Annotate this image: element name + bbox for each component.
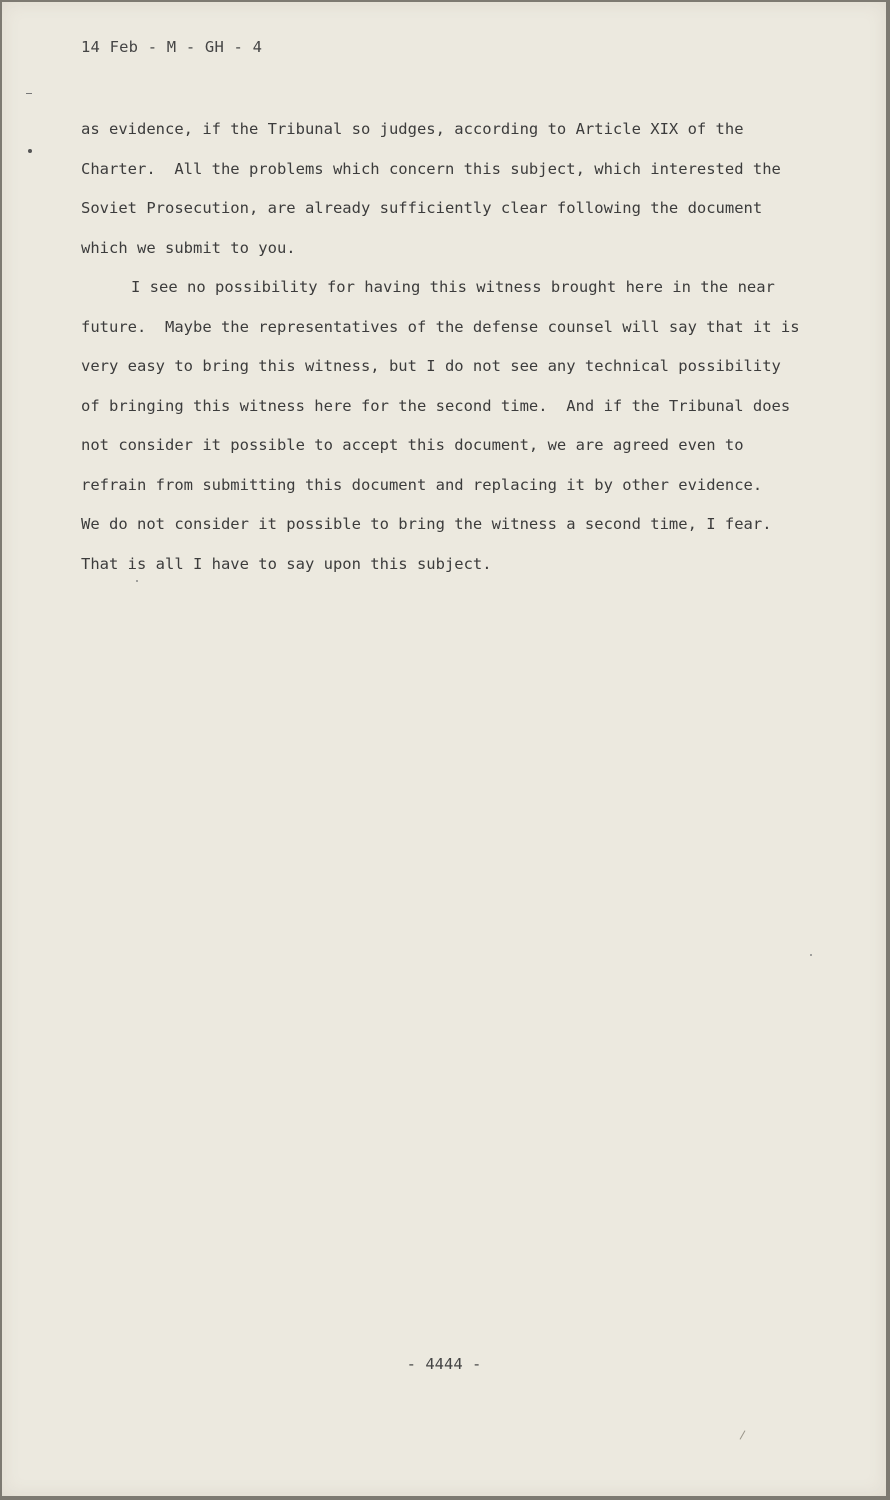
body-line: refrain from submitting this document and replacing it by other evidence. [81, 475, 763, 494]
body-line: future. Maybe the representatives of the defense counsel will say that it is [81, 317, 800, 336]
body-line: which we submit to you. [81, 238, 296, 257]
body-line: Soviet Prosecution, are already sufficiently clear following the document [81, 199, 763, 217]
body-line: very easy to bring this witness, but I do not see any technical possibility [81, 357, 781, 375]
body-line: of bringing this witness here for the second time. And if the Tribunal does [81, 396, 791, 415]
body-line: Charter. All the problems which concern this subject, which interested the [81, 159, 781, 178]
body-line: as evidence, if the Tribunal so judges, according to Article XIX of the [81, 120, 744, 138]
paper-scratch [740, 1430, 746, 1439]
margin-dot-mark [28, 149, 32, 153]
body-line-paragraph-start: I see no possibility for having this witness brought here in the near [131, 278, 775, 296]
document-page [2, 2, 886, 1496]
document-body [81, 110, 851, 584]
body-line: not consider it possible to accept this document, we are agreed even to [81, 436, 744, 454]
body-line: We do not consider it possible to bring the witness a second time, I fear. [81, 515, 772, 533]
page-number: - 4444 - [406, 1355, 482, 1373]
paper-speck [136, 580, 138, 582]
page-header: 14 Feb - M - GH - 4 [81, 38, 263, 56]
body-line: That is all I have to say upon this subject. [81, 554, 492, 573]
paper-speck [810, 954, 812, 956]
margin-dash-mark [26, 93, 32, 94]
